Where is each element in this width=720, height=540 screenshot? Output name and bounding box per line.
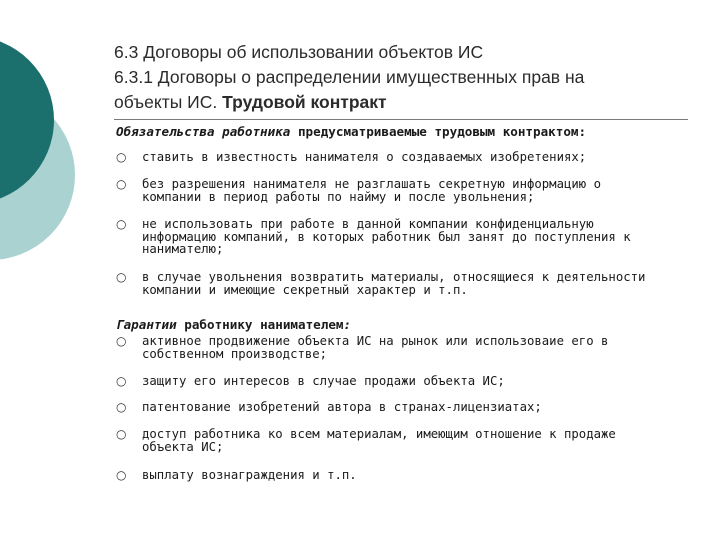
item-line: собственном производстве;	[142, 346, 328, 361]
title-line-1: 6.3 Договоры об использовании объектов ИС	[114, 42, 484, 62]
item-line: компании в период работы по найму и после увольнения;	[142, 189, 535, 204]
item-line: в случае увольнения возвратить материалы, относящиеся к деятельности	[142, 270, 646, 284]
heading-colon: :	[343, 317, 352, 332]
title-line-3-text: объекты ИС.	[114, 92, 223, 112]
title-line-3-bold: Трудовой контракт	[222, 92, 387, 112]
bullet-icon: ○	[116, 400, 127, 414]
item-line: без разрешения нанимателя не разглашать секретную информацию о	[142, 177, 602, 191]
item-line: доступ работника ко всем материалам, имеющим отношение к продаже	[142, 427, 616, 441]
bullet-icon: ○	[116, 334, 127, 348]
title-line-3	[114, 90, 704, 115]
bullet-icon: ○	[116, 374, 127, 388]
heading-emphasis: Гарантии	[116, 317, 177, 332]
item-line: объекта ИС;	[142, 439, 224, 454]
title-line-2: 6.3.1 Договоры о распределении имущественных прав на	[114, 67, 585, 87]
bullet-icon: ○	[116, 150, 127, 164]
item-line: нанимателю;	[142, 242, 224, 256]
heading-rest: предусматриваемые трудовым контрактом:	[290, 124, 587, 139]
section-heading-obligations	[116, 125, 696, 139]
heading-bold: работнику нанимателем	[176, 317, 344, 332]
item-line: ставить в известность нанимателя о создаваемых изобретениях;	[142, 150, 587, 164]
decorative-circles	[0, 0, 120, 300]
item-line: активное продвижение объекта ИС на рынок или использоваие его в	[142, 334, 609, 348]
bullet-icon: ○	[116, 217, 127, 231]
heading-emphasis: Обязательства работника	[116, 124, 291, 139]
item-line: защиту его интересов в случае продажи объекта ИС;	[142, 374, 505, 388]
bullet-icon: ○	[116, 177, 127, 191]
item-line: информацию компаний, в которых работник был занят до поступления к	[142, 229, 631, 244]
bullet-icon: ○	[116, 270, 127, 284]
bullet-icon: ○	[116, 427, 127, 441]
item-line: патентование изобретений автора в странах-лицензиатах;	[142, 400, 542, 414]
item-line: выплату вознаграждения и т.п.	[142, 468, 357, 482]
title-divider	[114, 119, 688, 120]
item-line: компании и имеющие секретный характер и т.п.	[142, 282, 468, 297]
slide-title	[114, 40, 704, 115]
item-line: не использовать при работе в данной компании конфиденциальную	[142, 217, 594, 231]
section-heading-guarantees	[116, 318, 696, 332]
bullet-icon: ○	[116, 468, 127, 482]
